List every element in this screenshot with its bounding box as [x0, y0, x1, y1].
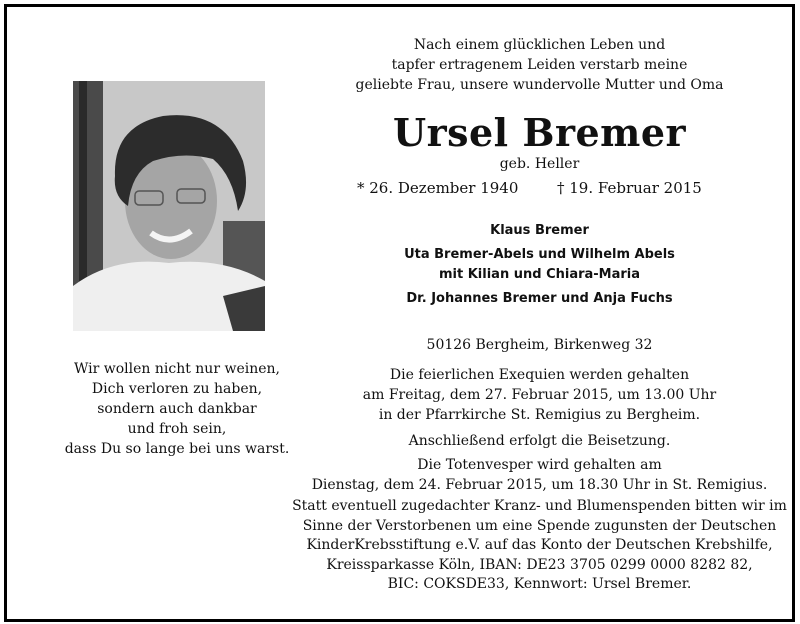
family-line: Uta Bremer-Abels und Wilhelm Abels [404, 247, 675, 262]
vesper-line: Dienstag, dem 24. Februar 2015, um 18.30 Uhr in St. Remigius. [311, 477, 768, 493]
vesper-info [287, 455, 792, 495]
right-column [287, 7, 792, 619]
intro-text [287, 35, 792, 95]
family-group [287, 221, 792, 241]
poem-line: Dich verloren zu haben, [91, 381, 263, 397]
donation-line: Statt eventuell zugedachter Kranz- und Blumenspenden bitten wir im [292, 498, 787, 514]
poem-line: und froh sein, [127, 421, 227, 437]
life-dates [357, 179, 777, 201]
donation-line: KinderKrebsstiftung e.V. auf das Konto der Deutschen Krebshilfe, [306, 537, 773, 553]
death-date: † 19. Februar 2015 [557, 179, 702, 197]
maiden-name: geb. Heller [499, 156, 580, 172]
poem-line: dass Du so lange bei uns warst. [64, 441, 290, 457]
donation-line: Sinne der Verstorbenen um eine Spende zugunsten der Deutschen [302, 517, 777, 534]
birth-date: * 26. Dezember 1940 [357, 179, 519, 197]
family-line: Dr. Johannes Bremer und Anja Fuchs [406, 291, 673, 306]
deceased-name: Ursel Bremer [392, 110, 687, 155]
obituary-frame [4, 4, 795, 622]
portrait-image [73, 81, 265, 331]
donation-line: BIC: COKSDE33, Kennwort: Ursel Bremer. [387, 576, 692, 592]
address: 50126 Bergheim, Birkenweg 32 [426, 337, 653, 353]
donation-line: Kreissparkasse Köln, IBAN: DE23 3705 0299 0000 8282 82, [326, 556, 753, 573]
intro-line: Nach einem glücklichen Leben und [413, 37, 666, 53]
portrait-photo [73, 81, 265, 331]
service-line: am Freitag, dem 27. Februar 2015, um 13.00 Uhr [362, 387, 717, 403]
vesper-line: Die Totenvesper wird gehalten am [417, 457, 662, 473]
donation-request [287, 497, 792, 595]
intro-line: geliebte Frau, unsere wundervolle Mutter und Oma [355, 77, 724, 93]
family-list [287, 221, 792, 309]
poem-line: Wir wollen nicht nur weinen, [73, 361, 280, 377]
family-group [287, 245, 792, 285]
intro-line: tapfer ertragenem Leiden verstarb meine [391, 57, 688, 73]
service-line: in der Pfarrkirche St. Remigius zu Bergheim. [378, 407, 701, 423]
burial-note: Anschließend erfolgt die Beisetzung. [408, 433, 671, 449]
family-group [287, 289, 792, 309]
poem-line: sondern auch dankbar [97, 401, 257, 417]
funeral-service [287, 365, 792, 425]
family-line: Klaus Bremer [490, 223, 589, 238]
service-line: Die feierlichen Exequien werden gehalten [389, 367, 690, 383]
poem [37, 359, 317, 459]
family-line: mit Kilian und Chiara-Maria [438, 267, 641, 282]
